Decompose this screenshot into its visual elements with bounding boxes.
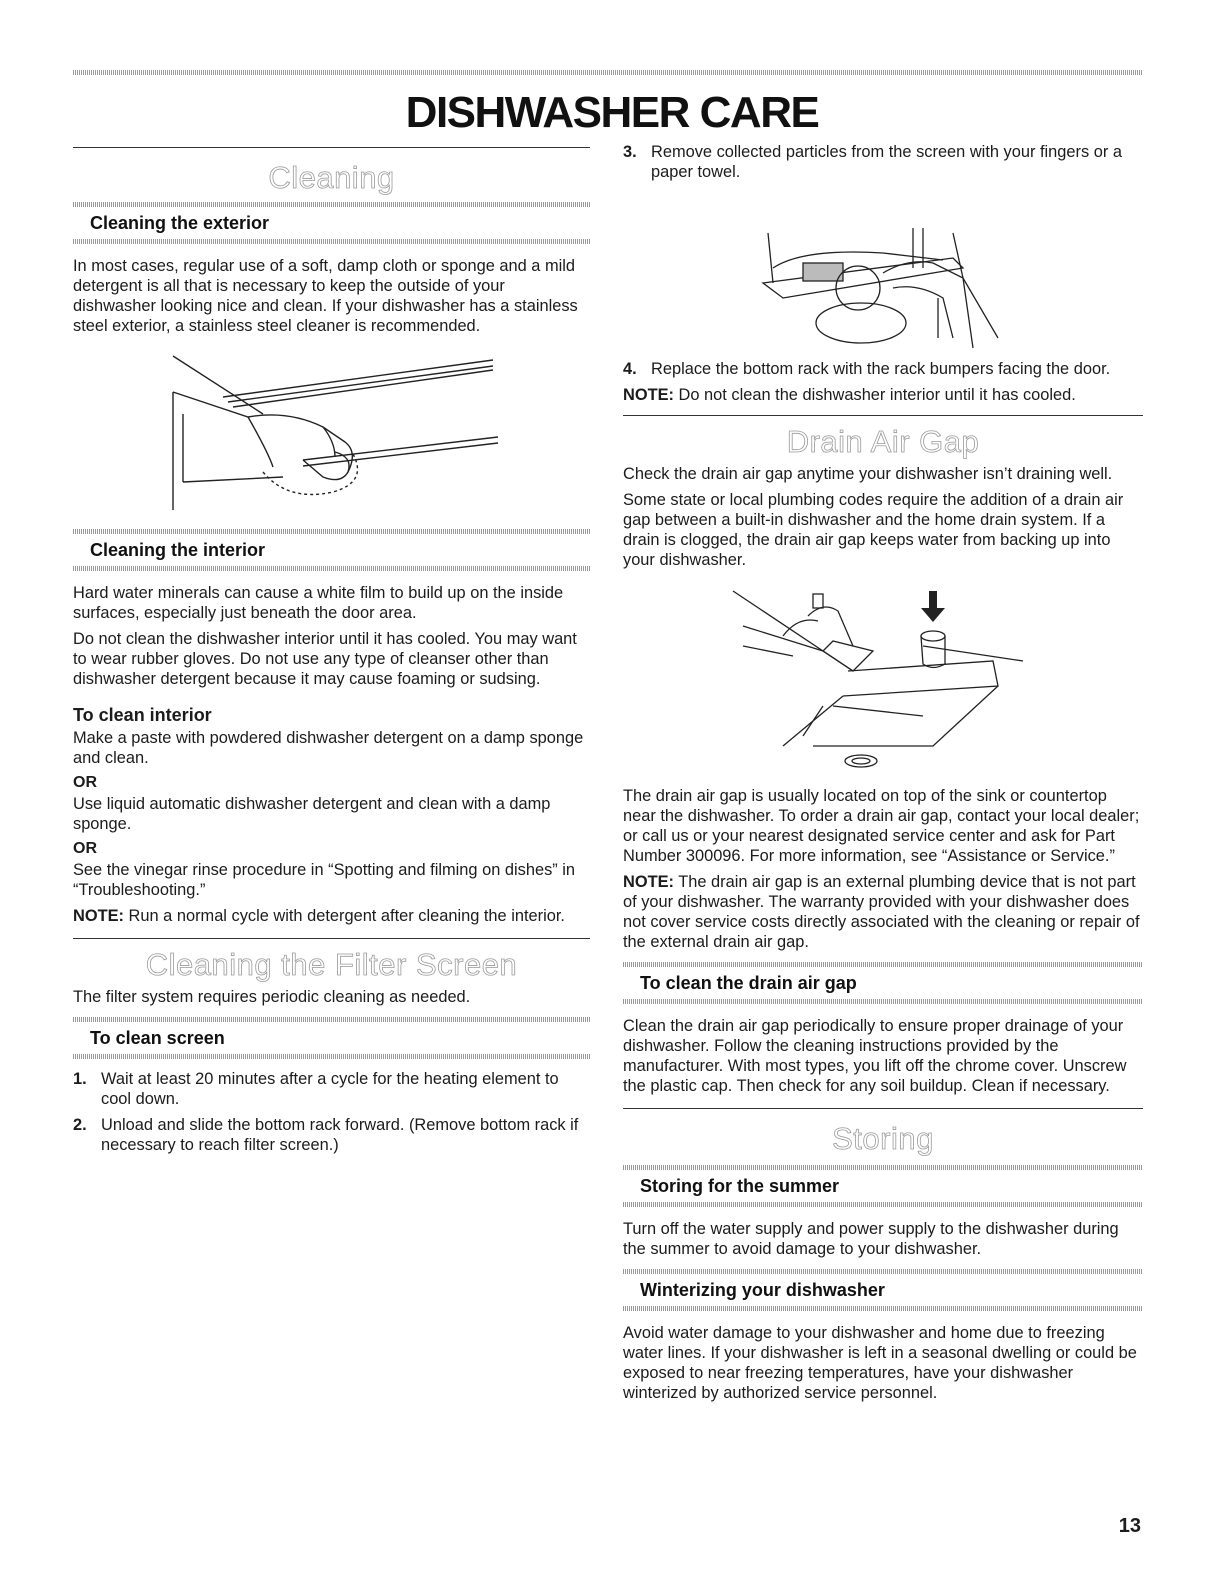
step-number: 4. bbox=[623, 360, 637, 378]
step-number: 1. bbox=[73, 1070, 87, 1088]
dotted-rule bbox=[73, 566, 590, 571]
step-number: 2. bbox=[73, 1116, 87, 1134]
interior-note bbox=[73, 906, 590, 926]
winter-text: Avoid water damage to your dishwasher and home due to freezing water lines. If your dishwasher is left in a seasonal dwelling or could be exposed to near freezing temperatures, have your dishwasher winterized by authorized service personnel. bbox=[623, 1324, 1137, 1402]
drain-text-3: The drain air gap is usually located on top of the sink or countertop near the dishwasher. To order a drain air gap, contact your local dealer; or call us or your nearest designated service center and ask for Part Number 300096. For more information, see “Assistance or Service.” bbox=[623, 787, 1140, 865]
subhead-cleaning-interior: Cleaning the interior bbox=[90, 540, 266, 560]
dotted-rule bbox=[623, 1165, 1143, 1170]
summer-text: Turn off the water supply and power supply to the dishwasher during the summer to avoid damage to your dishwasher. bbox=[623, 1220, 1119, 1258]
section-rule bbox=[73, 938, 590, 939]
page-title: DISHWASHER CARE bbox=[405, 88, 819, 137]
dotted-rule bbox=[623, 962, 1143, 967]
section-rule bbox=[73, 147, 590, 148]
section-title-cleaning: Cleaning bbox=[268, 160, 395, 195]
dotted-rule bbox=[73, 1054, 590, 1059]
step-text: Replace the bottom rack with the rack bumpers facing the door. bbox=[651, 360, 1111, 378]
subhead-clean-screen: To clean screen bbox=[90, 1028, 225, 1048]
drain-clean-text: Clean the drain air gap periodically to ensure proper drainage of your dishwasher. Follow the cleaning instructions provided by the manufacturer. With most types, you lift off the chrome cover. Unscrew the plastic cap. Then check for any soil buildup. Clean if necessary. bbox=[623, 1017, 1127, 1095]
section-title-storing: Storing bbox=[832, 1121, 934, 1156]
drain-text-1: Check the drain air gap anytime your dishwasher isn’t draining well. bbox=[623, 465, 1113, 483]
interior-text-2: Do not clean the dishwasher interior until it has cooled. You may want to wear rubber gloves. Do not use any type of cleanser other than dishwasher detergent because it may cause foaming or sudsing. bbox=[73, 630, 577, 688]
or-label: OR bbox=[73, 774, 97, 791]
interior-option-1: Make a paste with powdered dishwasher detergent on a damp sponge and clean. bbox=[73, 729, 584, 767]
dotted-rule bbox=[73, 239, 590, 244]
dotted-rule bbox=[73, 1017, 590, 1022]
subhead-winterizing: Winterizing your dishwasher bbox=[640, 1280, 885, 1300]
dotted-rule bbox=[73, 202, 590, 207]
step-text: Unload and slide the bottom rack forward. (Remove bottom rack if necessary to reach filter screen.) bbox=[101, 1116, 579, 1154]
section-rule bbox=[623, 415, 1143, 416]
top-dotted-rule bbox=[73, 70, 1143, 75]
note-text: Do not clean the dishwasher interior until it has cooled. bbox=[674, 386, 1076, 404]
section-title-filter: Cleaning the Filter Screen bbox=[145, 947, 518, 982]
note-text: Run a normal cycle with detergent after cleaning the interior. bbox=[124, 907, 565, 925]
interior-option-3: See the vinegar rinse procedure in “Spotting and filming on dishes” in “Troubleshooting.” bbox=[73, 861, 576, 899]
drain-air-gap-illustration bbox=[623, 576, 1143, 776]
drain-text-2: Some state or local plumbing codes require the addition of a drain air gap between a built-in dishwasher and the home drain system. If a drain is clogged, the drain air gap keeps water from backing up into your dishwasher. bbox=[623, 491, 1124, 569]
exterior-text: In most cases, regular use of a soft, damp cloth or sponge and a mild detergent is all that is necessary to keep the outside of your dishwasher looking nice and clean. If your dishwasher has a stainless steel exterior, a stainless steel cleaner is recommended. bbox=[73, 257, 578, 335]
wiping-exterior-illustration bbox=[73, 342, 590, 517]
step-text: Wait at least 20 minutes after a cycle for the heating element to cool down. bbox=[101, 1070, 559, 1108]
filter-intro: The filter system requires periodic cleaning as needed. bbox=[73, 988, 471, 1006]
filter-screen-illustration bbox=[623, 188, 1143, 353]
note-label: NOTE: bbox=[623, 386, 674, 404]
dotted-rule bbox=[623, 1202, 1143, 1207]
to-clean-interior-heading: To clean interior bbox=[73, 705, 212, 725]
right-column bbox=[623, 140, 1143, 1409]
section-title-drain: Drain Air Gap bbox=[786, 424, 980, 459]
note-text: The drain air gap is an external plumbing device that is not part of your dishwasher. The warranty provided with your dishwasher does not cover service costs directly associated with the cleaning or repair of the external drain air gap. bbox=[623, 873, 1140, 951]
dotted-rule bbox=[623, 999, 1143, 1004]
subhead-cleaning-exterior: Cleaning the exterior bbox=[90, 213, 270, 233]
step-number: 3. bbox=[623, 143, 637, 161]
interior-option-2: Use liquid automatic dishwasher detergent and clean with a damp sponge. bbox=[73, 795, 551, 833]
interior-text-1: Hard water minerals can cause a white film to build up on the inside surfaces, especially just beneath the door area. bbox=[73, 584, 564, 622]
dotted-rule bbox=[73, 529, 590, 534]
filter-note bbox=[623, 385, 1143, 405]
note-label: NOTE: bbox=[73, 907, 124, 925]
step-text: Remove collected particles from the screen with your fingers or a paper towel. bbox=[651, 143, 1122, 181]
filter-step bbox=[73, 1115, 590, 1155]
filter-step bbox=[623, 359, 1143, 379]
section-rule bbox=[623, 1108, 1143, 1109]
page-number: 13 bbox=[1118, 1515, 1141, 1537]
note-label: NOTE: bbox=[623, 873, 674, 891]
or-label: OR bbox=[73, 840, 97, 857]
filter-step bbox=[623, 142, 1143, 182]
dotted-rule bbox=[623, 1269, 1143, 1274]
dotted-rule bbox=[623, 1306, 1143, 1311]
subhead-clean-drain-air-gap: To clean the drain air gap bbox=[640, 973, 857, 993]
filter-step bbox=[73, 1069, 590, 1109]
subhead-storing-summer: Storing for the summer bbox=[640, 1176, 840, 1196]
drain-note bbox=[623, 872, 1143, 952]
left-column bbox=[73, 140, 590, 1161]
